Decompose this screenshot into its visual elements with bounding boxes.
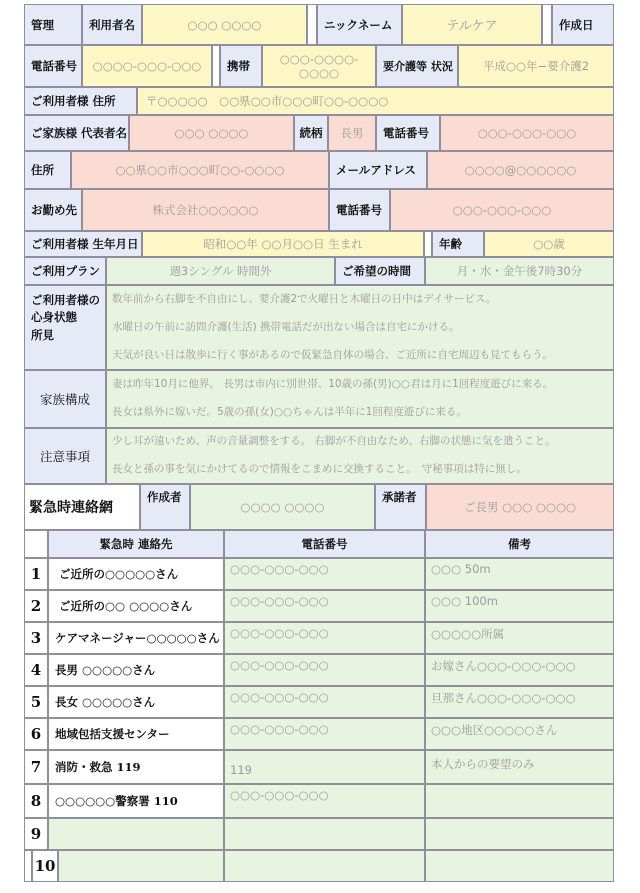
family-address-field[interactable]: ○○県○○市○○○町○○-○○○○ <box>71 151 329 189</box>
contact-phone[interactable]: ○○○-○○○-○○○ <box>224 590 425 622</box>
contact-phone[interactable]: ○○○-○○○-○○○ <box>224 718 425 750</box>
kanri-label: 管理 <box>24 4 82 45</box>
family-phone-field[interactable]: ○○○-○○○-○○○ <box>440 115 614 151</box>
spacer <box>542 4 552 45</box>
spacer <box>212 45 220 87</box>
mobile-field[interactable] <box>262 45 376 87</box>
family-phone-label: 電話番号 <box>376 115 440 151</box>
approver-label: 承諾者 <box>375 484 426 530</box>
contact-phone[interactable] <box>224 850 425 882</box>
mobile-value-line2: ○○○○ <box>298 66 340 80</box>
emergency-title: 緊急時連絡網 <box>24 484 140 530</box>
condition-line: 水曜日の午前に訪問介護(生活) 携帯電話だが出ない場合は自宅にかける。 <box>112 321 460 333</box>
condition-line: 数年前から右脚を不自由にし、要介護2で火曜日と木曜日の日中はデイサービス。 <box>112 293 497 305</box>
condition-label-line1: ご利用者様の <box>31 293 100 307</box>
mobile-value-line1: ○○○-○○○○- <box>279 52 359 66</box>
header-spacer <box>24 530 48 558</box>
age-field[interactable]: ○○歳 <box>484 231 614 257</box>
care-level-label: 要介護等 状況 <box>376 45 458 87</box>
care-level-field[interactable]: 平成○○年−要介護2 <box>458 45 614 87</box>
spacer <box>307 4 317 45</box>
plan-field[interactable]: 週3シングル 時間外 <box>106 257 335 285</box>
work-field[interactable]: 株式会社○○○○○○ <box>82 189 329 231</box>
contact-note[interactable] <box>425 784 614 818</box>
email-field[interactable]: ○○○○@○○○○○○ <box>427 151 614 189</box>
contact-note[interactable]: ○○○○○所属 <box>425 622 614 654</box>
contact-name[interactable]: ○○○○○○警察署 110 <box>48 784 224 818</box>
family-line: 妻は昨年10月に他界。 長男は市内に別世帯、10歳の孫(男)○○君は月に1回程度遊びに来る。 <box>112 378 554 390</box>
contact-name[interactable]: ご近所の○○○○○さん <box>48 558 224 590</box>
row-number: 6 <box>24 718 48 750</box>
contact-note[interactable]: 旦那さん○○○-○○○-○○○ <box>425 686 614 718</box>
cautions-label: 注意事項 <box>24 428 106 484</box>
row-number: 8 <box>24 784 48 818</box>
preferred-time-field[interactable]: 月・水・金午後7時30分 <box>425 257 614 285</box>
contact-note[interactable]: ○○○地区○○○○○さん <box>425 718 614 750</box>
contact-phone[interactable]: 119 <box>224 750 425 784</box>
contact-phone[interactable] <box>224 818 425 850</box>
family-rep-name-field[interactable]: ○○○ ○○○○ <box>129 115 294 151</box>
contact-name[interactable] <box>48 818 224 850</box>
relation-field[interactable]: 長男 <box>328 115 376 151</box>
birth-label: ご利用者様 生年月日 <box>24 231 142 257</box>
address-field[interactable]: 〒○○○○○ ○○県○○市○○○町○○-○○○○ <box>137 87 614 115</box>
family-rep-label: ご家族様 代表者名 <box>24 115 129 151</box>
contact-phone[interactable]: ○○○-○○○-○○○ <box>224 784 425 818</box>
contact-name[interactable] <box>58 850 224 882</box>
contact-name[interactable]: 地域包括支援センター <box>48 718 224 750</box>
phone-field[interactable]: ○○○○-○○○-○○○ <box>82 45 212 87</box>
row-number: 7 <box>24 750 48 784</box>
contact-note[interactable] <box>425 850 614 882</box>
contact-name[interactable]: 消防・救急 119 <box>48 750 224 784</box>
user-name-field[interactable]: ○○○ ○○○○ <box>142 4 307 45</box>
condition-label-line3: 所見 <box>31 327 54 342</box>
col-header-notes: 備考 <box>425 530 614 558</box>
phone-label: 電話番号 <box>24 45 82 87</box>
nickname-field[interactable]: テルケア <box>402 4 542 45</box>
caution-line: 長女と孫の事を気にかけてるので情報をこまめに交換すること。 守秘事項は特に無し。 <box>112 463 527 475</box>
plan-label: ご利用プラン <box>24 257 106 285</box>
contact-name[interactable]: ケアマネージャー○○○○○さん <box>48 622 224 654</box>
work-phone-label: 電話番号 <box>329 189 390 231</box>
condition-line: 天気が良い日は散歩に行く事があるので仮緊急自体の場合、ご近所に自宅周辺も見てもらう。 <box>112 349 553 361</box>
approver-field[interactable]: ご長男 ○○○ ○○○○ <box>426 484 614 530</box>
row-number: 9 <box>24 818 48 850</box>
row-number: 10 <box>32 850 58 882</box>
row-number: 4 <box>24 654 48 686</box>
user-name-label: 利用者名 <box>82 4 142 45</box>
contact-phone[interactable]: ○○○-○○○-○○○ <box>224 686 425 718</box>
row-number: 1 <box>24 558 48 590</box>
condition-label-line2: 心身状態 <box>31 310 77 325</box>
contact-note[interactable]: ○○○ 50m <box>425 558 614 590</box>
nickname-label: ニックネーム <box>317 4 402 45</box>
author-field[interactable]: ○○○○ ○○○○ <box>190 484 375 530</box>
work-phone-field[interactable]: ○○○-○○○-○○○ <box>390 189 614 231</box>
row-number: 5 <box>24 686 48 718</box>
col-header-phone: 電話番号 <box>224 530 425 558</box>
contact-name[interactable]: 長男 ○○○○○さん <box>48 654 224 686</box>
col-header-contact: 緊急時 連絡先 <box>48 530 224 558</box>
contact-note[interactable]: お嫁さん○○○-○○○-○○○ <box>425 654 614 686</box>
contact-name[interactable]: 長女 ○○○○○さん <box>48 686 224 718</box>
email-label: メールアドレス <box>329 151 427 189</box>
work-label: お勤め先 <box>24 189 82 231</box>
author-label: 作成者 <box>140 484 190 530</box>
contact-name[interactable]: ご近所の○○ ○○○○さん <box>48 590 224 622</box>
condition-label <box>24 285 106 370</box>
family-structure-label: 家族構成 <box>24 370 106 428</box>
contact-note[interactable] <box>425 818 614 850</box>
contact-note[interactable]: ○○○ 100m <box>425 590 614 622</box>
contact-phone[interactable]: ○○○-○○○-○○○ <box>224 558 425 590</box>
birth-field[interactable]: 昭和○○年 ○○月○○日 生まれ <box>142 231 424 257</box>
age-label: 年齢 <box>432 231 484 257</box>
mobile-label: 携帯 <box>220 45 262 87</box>
relation-label: 続柄 <box>294 115 328 151</box>
spacer <box>424 231 432 257</box>
row-number: 3 <box>24 622 48 654</box>
row-number: 2 <box>24 590 48 622</box>
contact-phone[interactable]: ○○○-○○○-○○○ <box>224 622 425 654</box>
family-address-label: 住所 <box>24 151 71 189</box>
preferred-time-label: ご希望の時間 <box>335 257 425 285</box>
contact-note[interactable]: 本人からの要望のみ <box>425 750 614 784</box>
caution-line: 少し耳が遠いため、声の音量調整をする。 右脚が不自由なため、右脚の状態に気を遣うこと。 <box>112 435 556 447</box>
family-line: 長女は県外に嫁いだ。5歳の孫(女)○○ちゃんは半年に1回程度遊びに来る。 <box>112 406 467 418</box>
created-date-label: 作成日 <box>552 4 614 45</box>
contact-phone[interactable]: ○○○-○○○-○○○ <box>224 654 425 686</box>
row-spacer <box>24 850 32 882</box>
address-label: ご利用者様 住所 <box>24 87 137 115</box>
